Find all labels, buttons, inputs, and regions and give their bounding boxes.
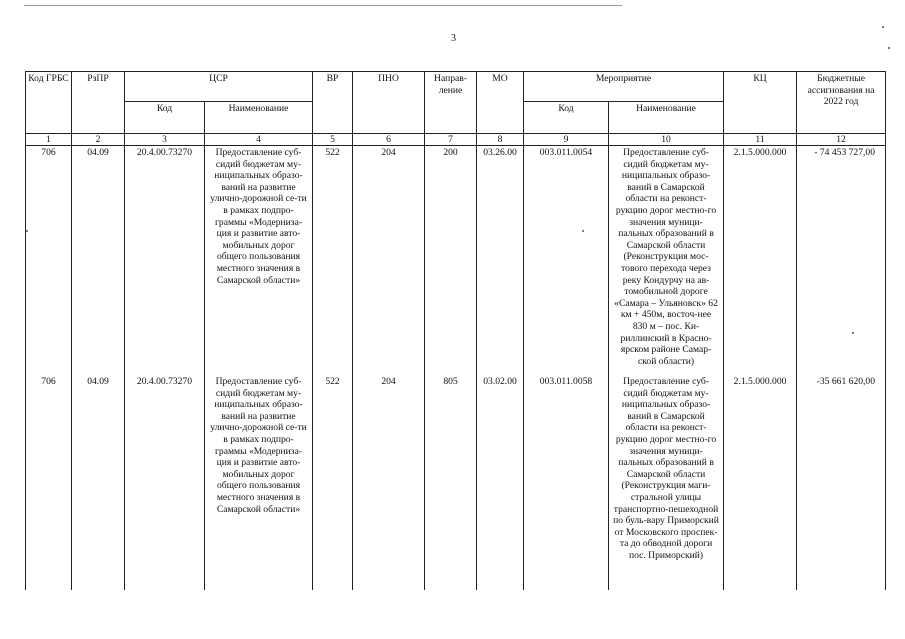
cell-mer-kod: 003.011.0058 <box>524 375 609 590</box>
column-number: 4 <box>205 134 313 146</box>
column-number: 7 <box>425 134 477 146</box>
cell-kc: 2.1.5.000.000 <box>724 375 797 590</box>
header-mo: МО <box>477 72 524 134</box>
scan-speck <box>582 230 584 232</box>
header-rzpr: РзПР <box>72 72 125 134</box>
header-mer-name: Наименование <box>609 102 724 134</box>
cell-mer-kod: 003.011.0054 <box>524 146 609 376</box>
cell-csr-name: Предоставление суб-сидий бюджетам му-ниципальных образо-ваний на развитие улично-дорожной се-ти в рамках подпро-граммы «Модерниза-ция и развитие авто-мобильных дорог общего пользования местного значения в Самарской области» <box>205 146 313 376</box>
header-csr-kod: Код <box>125 102 205 134</box>
column-number: 12 <box>797 134 886 146</box>
column-number: 2 <box>72 134 125 146</box>
column-number: 10 <box>609 134 724 146</box>
header-meropriyatie: Мероприятие <box>524 72 724 102</box>
cell-vr: 522 <box>313 375 353 590</box>
column-number: 8 <box>477 134 524 146</box>
header-mer-kod: Код <box>524 102 609 134</box>
header-csr-name: Наименование <box>205 102 313 134</box>
cell-napravlenie: 200 <box>425 146 477 376</box>
header-kod-grbs: Код ГРБС <box>26 72 72 134</box>
cell-mer-name: Предоставление суб-сидий бюджетам му-ниципальных образо-ваний в Самарской области на реконст-рукцию дорог местно-го значения муници-пальных образований в Самарской области (Реконструкция мос-тового перехода через реку Кондурчу на ав-томобильной дороге «Самара – Ульяновск» 62 км + 450м, восточ-нее 830 м – пос. Ки-риллинский в Красно-ярском районе Самар-ской области) <box>609 146 724 376</box>
cell-csr-name: Предоставление суб-сидий бюджетам му-ниципальных образо-ваний на развитие улично-дорожной се-ти в рамках подпро-граммы «Модерниза-ция и развитие авто-мобильных дорог общего пользования местного значения в Самарской области» <box>205 375 313 590</box>
column-number: 5 <box>313 134 353 146</box>
cell-mer-name: Предоставление суб-сидий бюджетам му-ниципальных образо-ваний в Самарской области на реконст-рукцию дорог местно-го значения муници-пальных образований в Самарской области (Реконструкция маги-стральной улицы транспортно-пешеходной по буль-вару Приморский от Московского проспек-та до обводной дороги пос. Приморский) <box>609 375 724 590</box>
page-number: 3 <box>451 33 456 44</box>
header-csr: ЦСР <box>125 72 313 102</box>
cell-csr-kod: 20.4.00.73270 <box>125 375 205 590</box>
cell-kod-grbs: 706 <box>26 146 72 376</box>
scan-speck <box>888 47 890 49</box>
table-row <box>26 375 886 590</box>
cell-mo: 03.26.00 <box>477 146 524 376</box>
header-budget: Бюджетные ассигнования на 2022 год <box>797 72 886 134</box>
header-kc: КЦ <box>724 72 797 134</box>
cell-csr-kod: 20.4.00.73270 <box>125 146 205 376</box>
column-number: 9 <box>524 134 609 146</box>
cell-kod-grbs: 706 <box>26 375 72 590</box>
scan-speck <box>882 26 884 28</box>
cell-budget: - 74 453 727,00 <box>797 146 886 376</box>
cell-budget: -35 661 620,00 <box>797 375 886 590</box>
scan-speck <box>26 230 28 232</box>
column-number: 1 <box>26 134 72 146</box>
cell-pno: 204 <box>353 375 425 590</box>
table-body <box>26 146 886 591</box>
column-number: 6 <box>353 134 425 146</box>
cell-rzpr: 04.09 <box>72 375 125 590</box>
cell-mo: 03.02.00 <box>477 375 524 590</box>
cell-rzpr: 04.09 <box>72 146 125 376</box>
column-number: 11 <box>724 134 797 146</box>
table-header <box>26 72 886 146</box>
table-row <box>26 146 886 376</box>
scan-top-edge <box>24 5 622 6</box>
cell-vr: 522 <box>313 146 353 376</box>
header-pno: ПНО <box>353 72 425 134</box>
cell-napravlenie: 805 <box>425 375 477 590</box>
cell-pno: 204 <box>353 146 425 376</box>
header-napravlenie: Направ-ление <box>425 72 477 134</box>
budget-table <box>25 71 886 590</box>
scan-speck <box>852 332 854 334</box>
column-number: 3 <box>125 134 205 146</box>
header-vr: ВР <box>313 72 353 134</box>
column-number-row <box>26 134 886 146</box>
cell-kc: 2.1.5.000.000 <box>724 146 797 376</box>
